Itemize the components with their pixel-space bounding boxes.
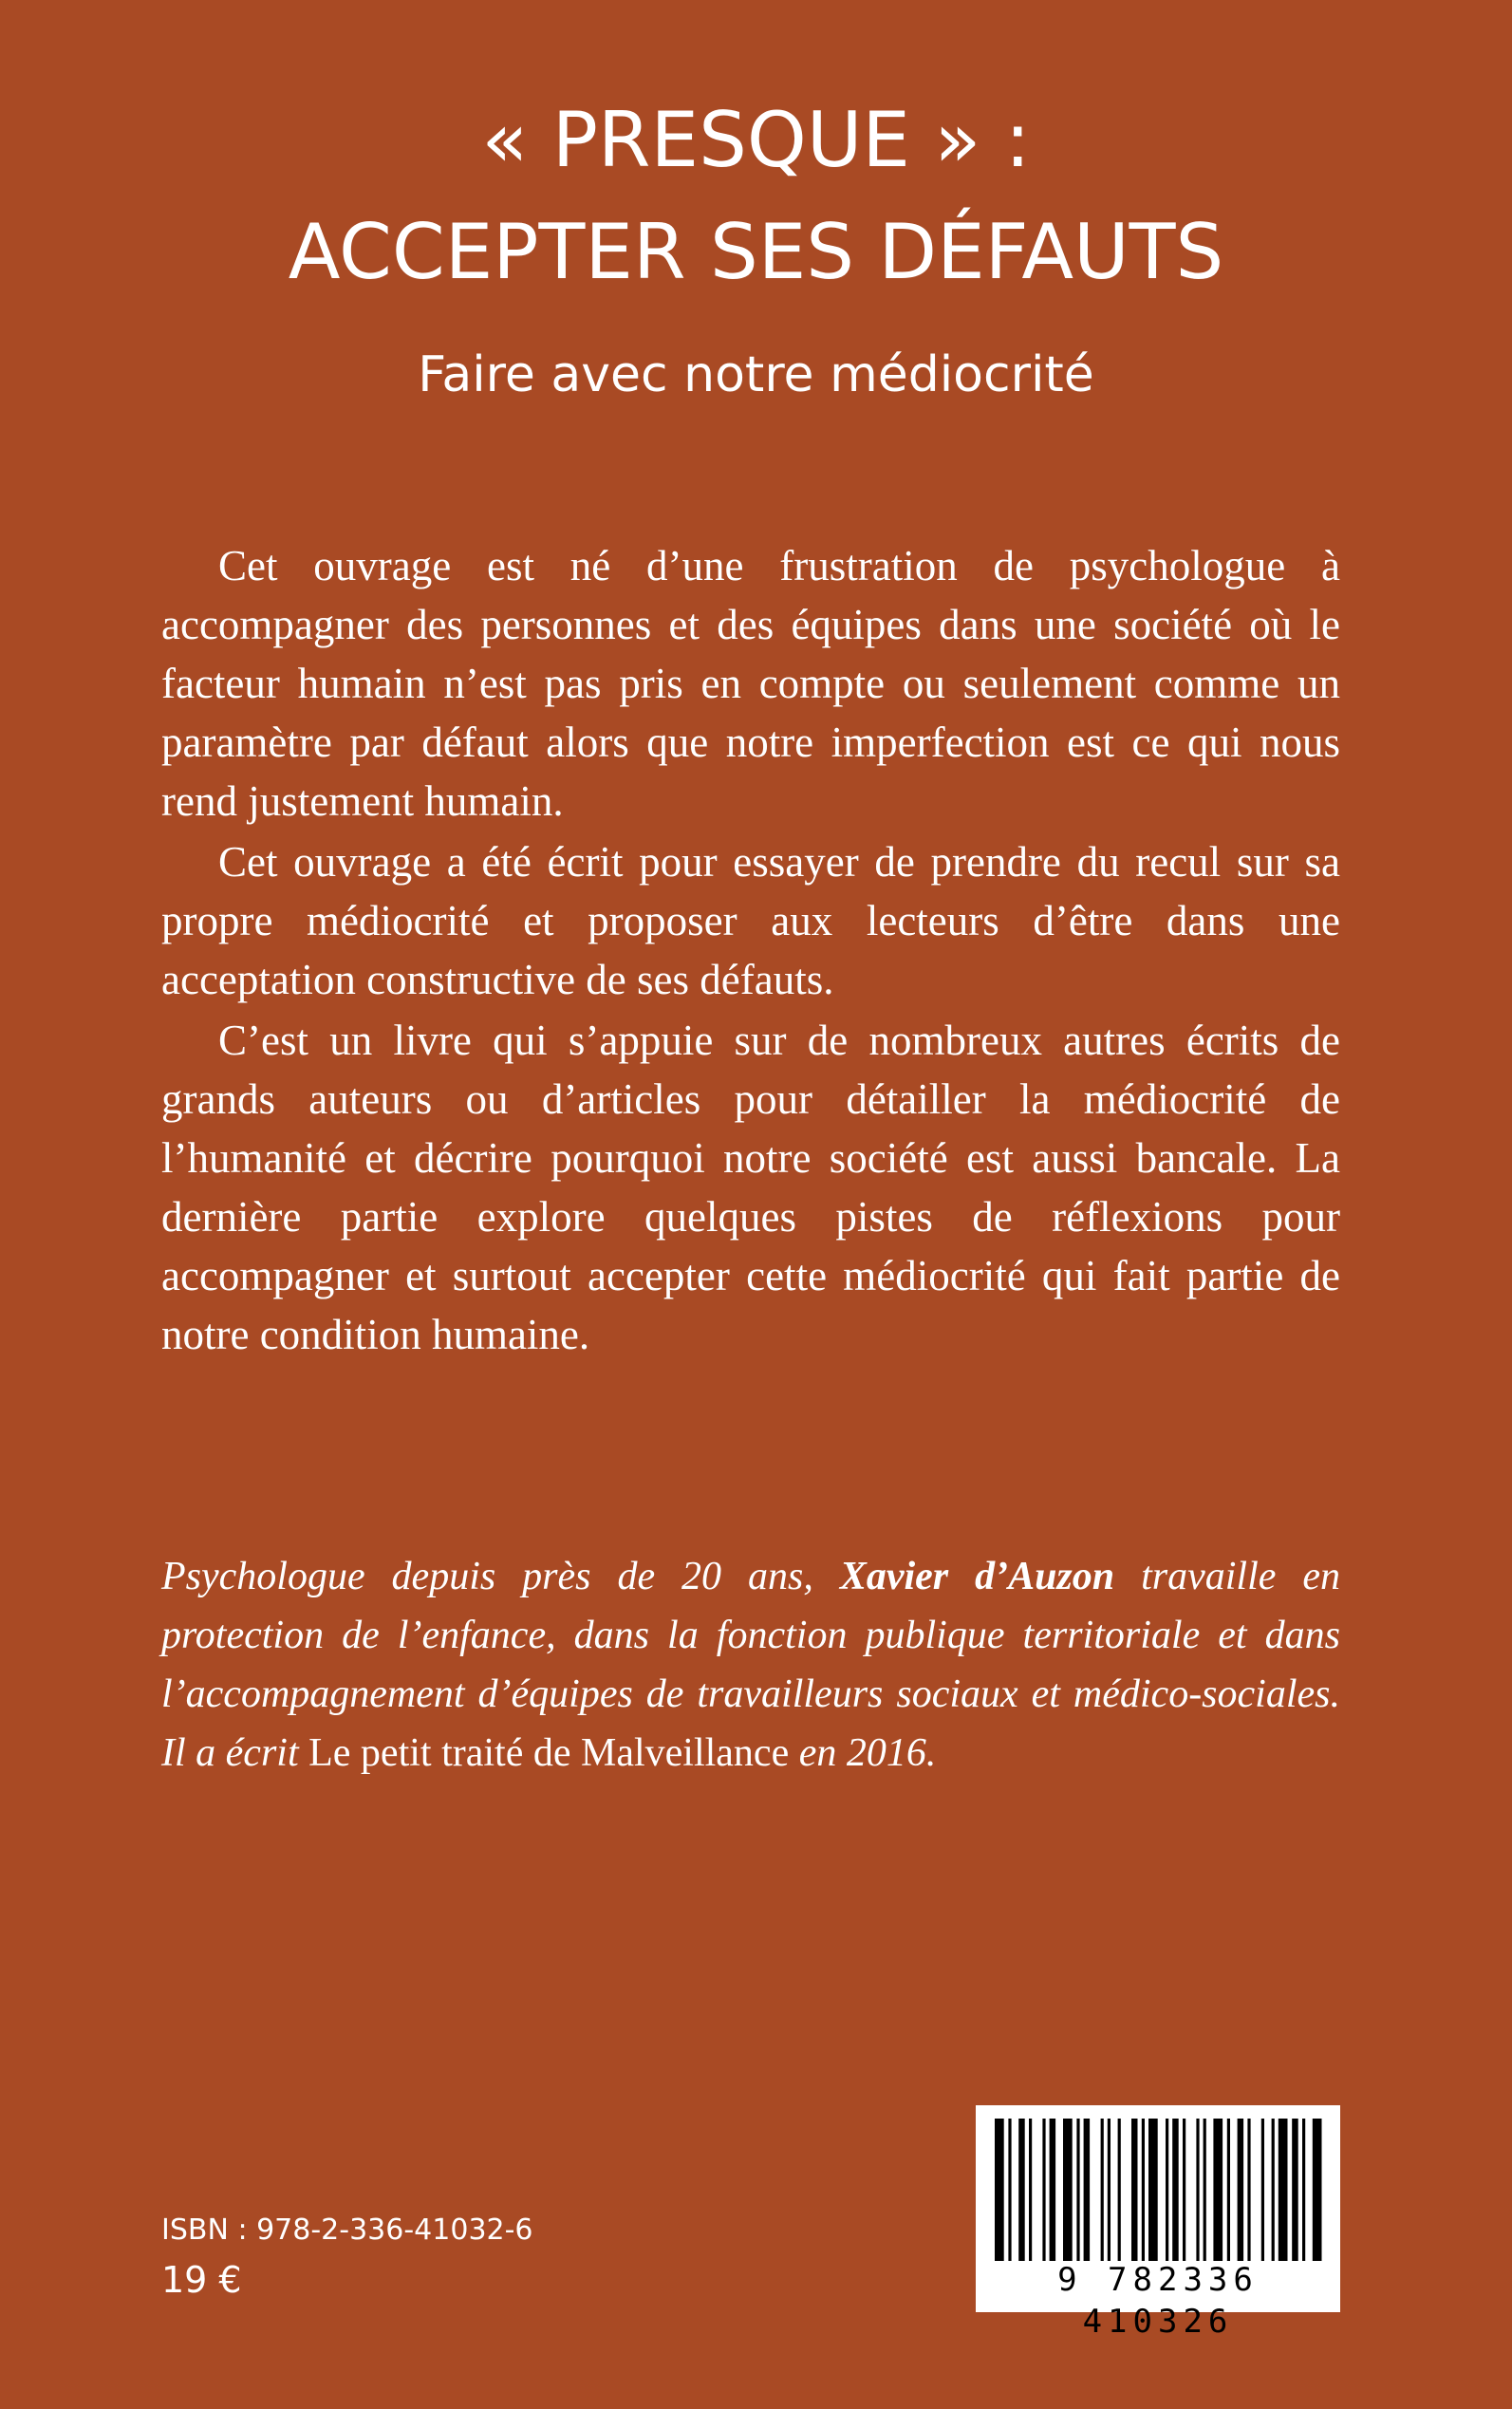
blurb-paragraph-2: Cet ouvrage a été écrit pour essayer de prendre du recul sur sa propre médiocrité et proposer aux lecteurs d’être dans une acceptation constructive de ses défauts. — [161, 838, 1340, 1003]
barcode-bar — [1238, 2119, 1244, 2261]
barcode-bar — [1196, 2119, 1199, 2261]
barcode-bar — [1131, 2119, 1138, 2261]
barcode-bar — [1050, 2119, 1056, 2261]
subtitle: Faire avec notre médiocrité — [418, 346, 1094, 403]
barcode-bar — [1272, 2119, 1275, 2261]
barcode-bar — [1292, 2119, 1298, 2261]
barcode-bar — [1101, 2119, 1104, 2261]
barcode-bar — [1247, 2119, 1250, 2261]
previous-book-title: Le petit traité de Malveillance — [308, 1731, 790, 1775]
barcode-bar — [1213, 2119, 1223, 2261]
barcode-number: 9 782336 410326 — [1057, 2261, 1259, 2341]
barcode-bar — [1142, 2119, 1145, 2261]
barcode-bar — [1118, 2119, 1121, 2261]
blurb-paragraph-1: Cet ouvrage est né d’une frustration de psychologue à accompagner des personnes et des équipes dans une société où le facteur humain n’est pas pris en compte ou seulement comme un paramètre par défaut alors que notre imperfection est ce qui nous rend justement humain. — [161, 542, 1340, 825]
barcode-bar — [1204, 2119, 1206, 2261]
barcode-bar — [1172, 2119, 1179, 2261]
barcode-bar — [1313, 2119, 1322, 2261]
barcode-bar — [1261, 2119, 1264, 2261]
author-name: Xavier d’Auzon — [839, 1555, 1115, 1598]
isbn: ISBN : 978-2-336-41032-6 — [161, 2213, 533, 2247]
barcode-bar — [1183, 2119, 1185, 2261]
title-line-1: « PRESQUE » : — [481, 96, 1031, 184]
price: 19 € — [161, 2259, 242, 2301]
barcode-bar — [1108, 2119, 1111, 2261]
blurb-paragraph-3: C’est un livre qui s’appuie sur de nombreux autres écrits de grands auteurs ou d’articles pour détailler la médiocrité de l’humanité et décrire pourquoi notre société est aussi bancale. La dernière partie explore quelques pistes de réflexions pour accompagner et surtout accepter cette médiocrité qui fait partie de notre condition humaine. — [161, 1017, 1340, 1358]
barcode-bar — [1227, 2119, 1230, 2261]
author-bio — [161, 1547, 1340, 1783]
barcode-bar — [1029, 2119, 1032, 2261]
barcode-bar — [1018, 2119, 1025, 2261]
barcode-bars — [989, 2119, 1327, 2261]
barcode-bar — [1166, 2119, 1168, 2261]
bio-intro: Psychologue depuis près de 20 ans, — [161, 1555, 813, 1598]
barcode-bar — [1076, 2119, 1079, 2261]
barcode-bar — [1302, 2119, 1305, 2261]
barcode-bar — [1084, 2119, 1091, 2261]
bio-ending: en 2016. — [798, 1731, 937, 1775]
barcode-bar — [1279, 2119, 1288, 2261]
barcode-bar — [995, 2119, 1004, 2261]
barcode-bar — [1008, 2119, 1011, 2261]
barcode-bar — [1063, 2119, 1073, 2261]
barcode-bar — [1042, 2119, 1045, 2261]
barcode-bar — [1148, 2119, 1158, 2261]
barcode — [976, 2105, 1340, 2341]
bio-middle: travaille en protection de l’enfance, dans la fonction publique territoriale et dans l’accompagnement d’équipes de travailleurs sociaux et médico-sociales. Il a écrit — [161, 1555, 1341, 1775]
blurb — [161, 536, 1340, 1364]
title-line-2: ACCEPTER SES DÉFAUTS — [288, 208, 1224, 296]
